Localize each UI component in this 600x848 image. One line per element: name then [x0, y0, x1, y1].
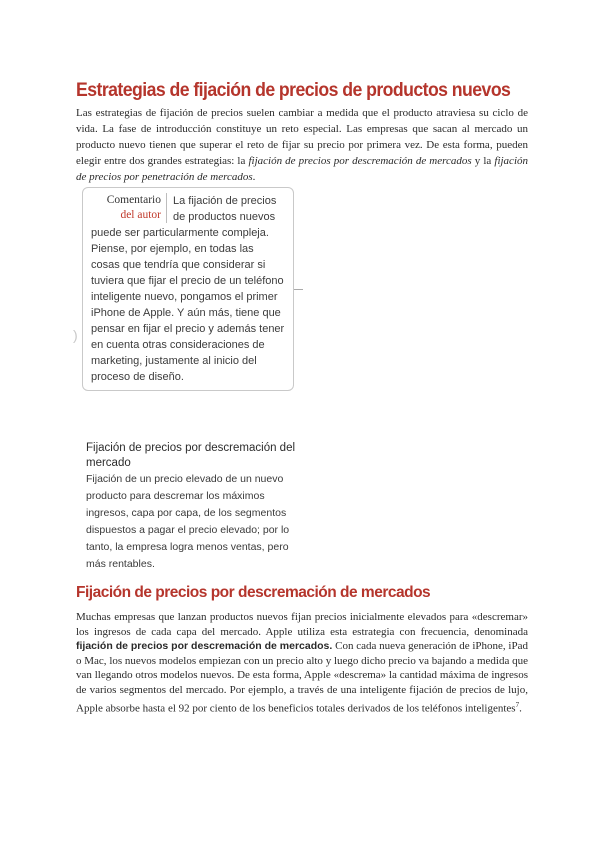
author-comment-label-line2: del autor	[120, 209, 161, 221]
glossary-definition	[86, 441, 308, 573]
margin-paren-icon: )	[73, 327, 78, 343]
intro-paragraph	[76, 105, 528, 185]
section-title: Estrategias de fijación de precios de productos nuevos	[76, 80, 511, 101]
subsection-bold-term: fijación de precios por descremación de mercados.	[76, 640, 333, 653]
footnote-marker: 7	[515, 700, 520, 709]
glossary-term: Fijación de precios por descremación del mercado	[86, 442, 296, 469]
subsection-text-end: .	[519, 702, 522, 715]
subsection-title: Fijación de precios por descremación de mercados	[76, 584, 431, 601]
callout-connector-line	[294, 289, 303, 290]
author-comment-label	[91, 193, 167, 223]
author-comment-text: La fijación de precios de productos nuevos puede ser particularmente compleja. Piense, por ejemplo, en todas las cosas que tendría que considerar si tuviera que fijar el precio de un teléfono inteligente nuevo, pongamos el primer iPhone de Apple. Y aún más, tiene que pensar en fijar el precio y además tener en cuenta otras consideraciones de marketing, justamente al inicio del proceso de diseño.	[91, 195, 285, 383]
glossary-definition-text: Fijación de un precio elevado de un nuevo producto para descremar los máximos ingresos, capa por capa, de los segmentos dispuestos a pagar el precio elevado; por lo tanto, la empresa logra menos ventas, pero más rentables.	[86, 473, 290, 570]
intro-end: .	[252, 171, 256, 183]
subsection-text-before: Muchas empresas que lanzan productos nuevos fijan precios inicialmente elevados para «descremar» los ingresos de cada capa del mercado. Apple utiliza esta estrategia con frecuencia, denominada	[76, 611, 528, 638]
author-comment-box	[82, 187, 294, 391]
intro-text: Las estrategias de fijación de precios suelen cambiar a medida que el producto atraviesa su ciclo de vida. La fase de introducción constituye un reto especial. Las empresas que sacan al mercado un producto nuevo tienen que superar el reto de fijar su precio por primera vez. De esta forma, pueden elegir entre dos grandes estrategias: la	[76, 107, 528, 167]
intro-term-skimming: fijación de precios por descremación de mercados	[248, 155, 472, 167]
author-comment-label-line1: Comentario	[106, 194, 161, 206]
subsection-text-after: Con cada nueva generación de iPhone, iPad o Mac, los nuevos modelos empiezan con un precio alto y luego dicho precio va bajando a medida que van llegando otros modelos nuevos. De esta forma, Apple «descrema» la cantidad máxima de ingresos de varios segmentos del mercado. Por ejemplo, a través de una inteligente fijación de precios de lujo, Apple absorbe hasta el 92 por ciento de los beneficios totales derivados de los teléfonos inteligentes	[76, 640, 528, 715]
subsection-paragraph	[76, 610, 528, 716]
intro-term-penetration: fijación de precios por penetración de mercados	[76, 155, 528, 183]
intro-joiner: y la	[471, 155, 495, 167]
